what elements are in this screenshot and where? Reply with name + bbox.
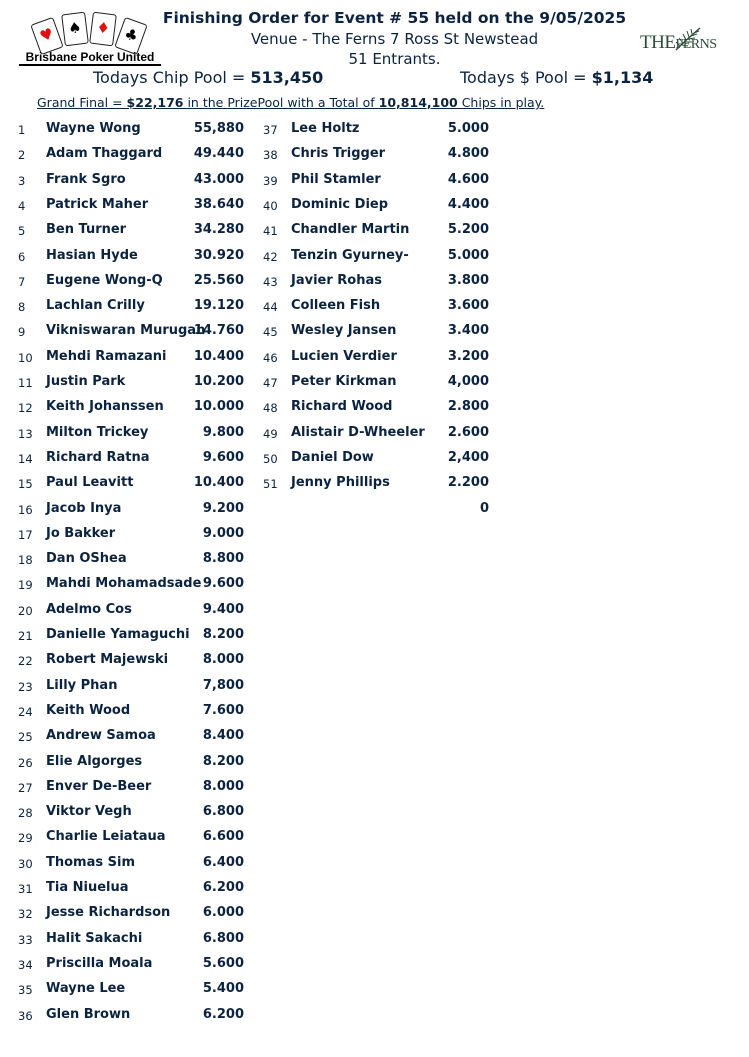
venue-logo-ferns: FERNS [675, 37, 717, 52]
chip-count: 9.200 [202, 500, 244, 516]
chip-count: 4.400 [447, 196, 489, 212]
player-name: Lachlan Crilly [46, 298, 145, 314]
result-row [18, 399, 244, 421]
rank: 16 [18, 502, 33, 517]
rank: 35 [18, 983, 33, 998]
result-row [18, 501, 244, 523]
grand-final-middle: in the PrizePool with a Total of [183, 95, 379, 110]
chip-count: 9.800 [202, 424, 244, 440]
player-name: Jacob Inya [46, 500, 122, 516]
rank: 46 [263, 350, 278, 365]
chip-count: 2.600 [447, 424, 489, 440]
player-name: Adelmo Cos [46, 601, 132, 617]
player-name: Jesse Richardson [46, 905, 171, 921]
result-row [18, 678, 244, 700]
player-name: Alistair D-Wheeler [291, 424, 425, 440]
rank: 47 [263, 376, 278, 390]
chip-count: 10.000 [193, 399, 244, 415]
chip-count: 49.440 [193, 146, 244, 162]
result-row [18, 551, 244, 573]
result-row [263, 222, 489, 244]
rank: 34 [18, 957, 33, 972]
rank: 3 [18, 173, 26, 188]
player-name: Phil Stamler [291, 171, 381, 187]
chip-count: 2.200 [447, 475, 489, 491]
result-row [18, 981, 244, 1003]
rank: 50 [263, 451, 278, 466]
result-row [18, 526, 244, 548]
rank: 6 [18, 249, 26, 264]
result-row [263, 501, 489, 523]
result-row [263, 197, 489, 219]
player-name: Javier Rohas [291, 272, 382, 288]
chip-count: 30.920 [193, 247, 244, 263]
result-row [263, 374, 489, 396]
rank: 27 [18, 780, 33, 795]
chip-count: 43.000 [193, 171, 244, 187]
result-row [18, 146, 244, 168]
player-name: Andrew Samoa [46, 728, 156, 744]
rank: 43 [263, 274, 278, 289]
rank: 45 [263, 325, 278, 340]
result-row [18, 703, 244, 725]
entrants-line: 51 Entrants. [348, 50, 441, 68]
rank: 20 [18, 603, 33, 618]
result-row [263, 475, 489, 497]
chip-count: 6.400 [202, 854, 244, 870]
rank: 36 [18, 1008, 33, 1023]
chip-count: 8.200 [202, 753, 244, 769]
chip-count: 4,000 [447, 374, 489, 389]
chip-count: 8.000 [202, 778, 244, 794]
result-row [263, 273, 489, 295]
rank: 33 [18, 932, 33, 947]
chip-count: 8.000 [202, 652, 244, 668]
player-name: Lee Holtz [291, 121, 360, 136]
rank: 11 [18, 376, 33, 390]
rank: 22 [18, 654, 33, 669]
player-name: Robert Majewski [46, 652, 169, 668]
result-row [18, 576, 244, 598]
rank: 9 [18, 325, 26, 340]
player-name: Richard Wood [291, 399, 393, 415]
chip-count: 55,880 [193, 121, 244, 136]
rank: 2 [18, 148, 26, 163]
rank: 44 [263, 300, 278, 315]
result-row [18, 323, 244, 345]
chip-count: 9.600 [202, 449, 244, 465]
chip-count: 2.800 [447, 399, 489, 415]
chip-count: 5.000 [447, 247, 489, 263]
result-row [18, 804, 244, 826]
cash-pool-label: Todays $ Pool = [460, 68, 592, 87]
chip-count: 6.600 [202, 829, 244, 845]
chip-count: 5.600 [202, 955, 244, 971]
result-row [18, 450, 244, 472]
result-row [18, 779, 244, 801]
rank: 1 [18, 123, 26, 137]
chip-count: 0 [479, 500, 489, 516]
player-name: Paul Leavitt [46, 475, 134, 491]
chip-count: 2,400 [447, 449, 489, 465]
venue-logo-the: THE [640, 32, 676, 53]
chip-count: 4.600 [447, 171, 489, 187]
result-row [18, 855, 244, 877]
grand-final-prefix: Grand Final = [37, 95, 127, 110]
rank: 13 [18, 426, 33, 441]
result-row [18, 374, 244, 396]
player-name: Justin Park [46, 374, 126, 389]
rank: 40 [263, 198, 278, 213]
rank: 18 [18, 553, 33, 568]
chip-count: 9.000 [202, 525, 244, 541]
rank: 39 [263, 173, 278, 188]
result-row [18, 475, 244, 497]
result-row [18, 172, 244, 194]
club-name: Brisbane Poker United [25, 50, 155, 64]
result-row [263, 399, 489, 421]
chip-count: 7,800 [202, 677, 244, 693]
chip-count: 5.000 [447, 121, 489, 136]
player-name: Jo Bakker [46, 525, 116, 541]
chip-count: 10.200 [193, 374, 244, 389]
result-row [18, 905, 244, 927]
player-name: Wayne Lee [46, 981, 126, 997]
player-name: Chris Trigger [291, 146, 386, 162]
result-row [263, 425, 489, 447]
result-row [18, 728, 244, 750]
player-name: Tenzin Gyurney- [291, 247, 409, 263]
rank: 7 [18, 274, 26, 289]
player-name: Adam Thaggard [46, 146, 163, 162]
rank: 15 [18, 477, 33, 492]
player-name: Elie Algorges [46, 753, 143, 769]
rank: 8 [18, 300, 26, 315]
rank: 19 [18, 578, 33, 593]
player-name: Thomas Sim [46, 854, 136, 870]
player-name: Peter Kirkman [291, 374, 397, 389]
chip-pool [93, 68, 323, 87]
result-row [18, 956, 244, 978]
rank: 25 [18, 730, 33, 745]
chip-count: 3.600 [447, 298, 489, 314]
chip-count: 34.280 [193, 222, 244, 238]
player-name: Hasian Hyde [46, 247, 138, 263]
grand-final-line [37, 95, 544, 110]
player-name: Chandler Martin [291, 222, 410, 238]
player-name: Lucien Verdier [291, 348, 397, 364]
player-name: Charlie Leiataua [46, 829, 166, 845]
chip-count: 5.400 [202, 981, 244, 997]
player-name: Tia Niuelua [46, 880, 129, 895]
chip-count: 14.760 [193, 323, 244, 339]
rank: 14 [18, 451, 33, 466]
rank: 38 [263, 148, 278, 163]
rank: 37 [263, 123, 278, 137]
cash-pool-value: $1,134 [591, 68, 654, 87]
chip-count: 6.200 [202, 1006, 244, 1022]
chip-count: 5.200 [447, 222, 489, 238]
result-row [18, 602, 244, 624]
player-name: Eugene Wong-Q [46, 272, 163, 288]
rank: 49 [263, 426, 278, 441]
rank: 10 [18, 350, 33, 365]
rank: 48 [263, 401, 278, 416]
chip-pool-label: Todays Chip Pool = [93, 68, 251, 87]
player-name: Richard Ratna [46, 449, 150, 465]
result-row [18, 754, 244, 776]
chip-count: 8.400 [202, 728, 244, 744]
player-name: Lilly Phan [46, 677, 118, 693]
rank: 26 [18, 755, 33, 770]
result-row [18, 298, 244, 320]
player-name: Daniel Dow [291, 449, 374, 465]
rank: 17 [18, 527, 33, 542]
player-name: Mehdi Ramazani [46, 348, 167, 364]
chip-count: 9.400 [202, 601, 244, 617]
chip-pool-value: 513,450 [250, 68, 324, 87]
page-title: Finishing Order for Event # 55 held on the 9/05/2025 [162, 9, 627, 27]
player-name: Halit Sakachi [46, 930, 143, 946]
chip-count: 8.800 [202, 551, 244, 567]
player-name: Wayne Wong [46, 121, 141, 136]
result-row [263, 172, 489, 194]
player-name: Priscilla Moala [46, 955, 153, 971]
player-name: Colleen Fish [291, 298, 381, 314]
result-row [18, 880, 244, 902]
result-row [18, 222, 244, 244]
rank: 30 [18, 856, 33, 871]
result-row [18, 931, 244, 953]
chip-count: 3.400 [447, 323, 489, 339]
result-row [18, 829, 244, 851]
result-row [18, 121, 244, 143]
result-row [18, 1007, 244, 1029]
player-name: Danielle Yamaguchi [46, 627, 190, 642]
result-row [18, 273, 244, 295]
player-name: Glen Brown [46, 1006, 131, 1022]
player-name: Patrick Maher [46, 196, 149, 212]
rank: 31 [18, 882, 33, 896]
rank: 32 [18, 907, 33, 922]
chip-count: 19.120 [193, 298, 244, 314]
rank: 29 [18, 831, 33, 846]
result-row [263, 248, 489, 270]
playing-cards-icon: ♥ ♠ ♦ ♣ [33, 10, 153, 54]
result-row [263, 450, 489, 472]
chip-count: 3.200 [447, 348, 489, 364]
rank: 28 [18, 806, 33, 821]
rank: 24 [18, 704, 33, 719]
result-row [18, 349, 244, 371]
player-name: Dan OShea [46, 551, 127, 567]
rank: 23 [18, 679, 33, 694]
rank: 21 [18, 629, 33, 643]
chip-count: 3.800 [447, 272, 489, 288]
player-name: Jenny Phillips [291, 475, 390, 491]
chip-count: 6.200 [202, 880, 244, 895]
chip-count: 10.400 [193, 348, 244, 364]
player-name: Frank Sgro [46, 171, 126, 187]
rank: 5 [18, 224, 26, 239]
result-row [263, 323, 489, 345]
chip-count: 6.800 [202, 930, 244, 946]
chip-count: 8.200 [202, 627, 244, 642]
player-name: Keith Wood [46, 702, 131, 718]
rank: 4 [18, 198, 26, 213]
rank: 12 [18, 401, 33, 416]
player-name: Keith Johanssen [46, 399, 164, 415]
chip-count: 10.400 [193, 475, 244, 491]
rank: 41 [263, 224, 278, 239]
result-row [18, 652, 244, 674]
result-row [263, 121, 489, 143]
chip-count: 6.000 [202, 905, 244, 921]
chip-count: 7.600 [202, 702, 244, 718]
grand-final-chips: 10,814,100 [378, 95, 458, 110]
result-row [263, 146, 489, 168]
rank: 51 [263, 477, 278, 492]
result-row [18, 627, 244, 649]
player-name: Milton Trickey [46, 424, 149, 440]
chip-count: 25.560 [193, 272, 244, 288]
chip-count: 38.640 [193, 196, 244, 212]
chip-count: 6.800 [202, 804, 244, 820]
chip-count: 9.600 [202, 576, 244, 592]
cash-pool [460, 68, 653, 87]
player-name: Ben Turner [46, 222, 127, 238]
grand-final-prize: $22,176 [126, 95, 184, 110]
venue-line: Venue - The Ferns 7 Ross St Newstead [250, 30, 539, 48]
player-name: Mahdi Mohamadsade [46, 576, 202, 592]
result-row [18, 248, 244, 270]
player-name: Vikniswaran Murugan [46, 323, 206, 339]
result-row [263, 349, 489, 371]
player-name: Dominic Diep [291, 196, 389, 212]
chip-count: 4.800 [447, 146, 489, 162]
player-name: Viktor Vegh [46, 804, 132, 820]
result-row [18, 425, 244, 447]
rank: 42 [263, 249, 278, 264]
player-name: Enver De-Beer [46, 778, 152, 794]
grand-final-suffix: Chips in play. [457, 95, 545, 110]
result-row [263, 298, 489, 320]
result-row [18, 197, 244, 219]
player-name: Wesley Jansen [291, 323, 397, 339]
